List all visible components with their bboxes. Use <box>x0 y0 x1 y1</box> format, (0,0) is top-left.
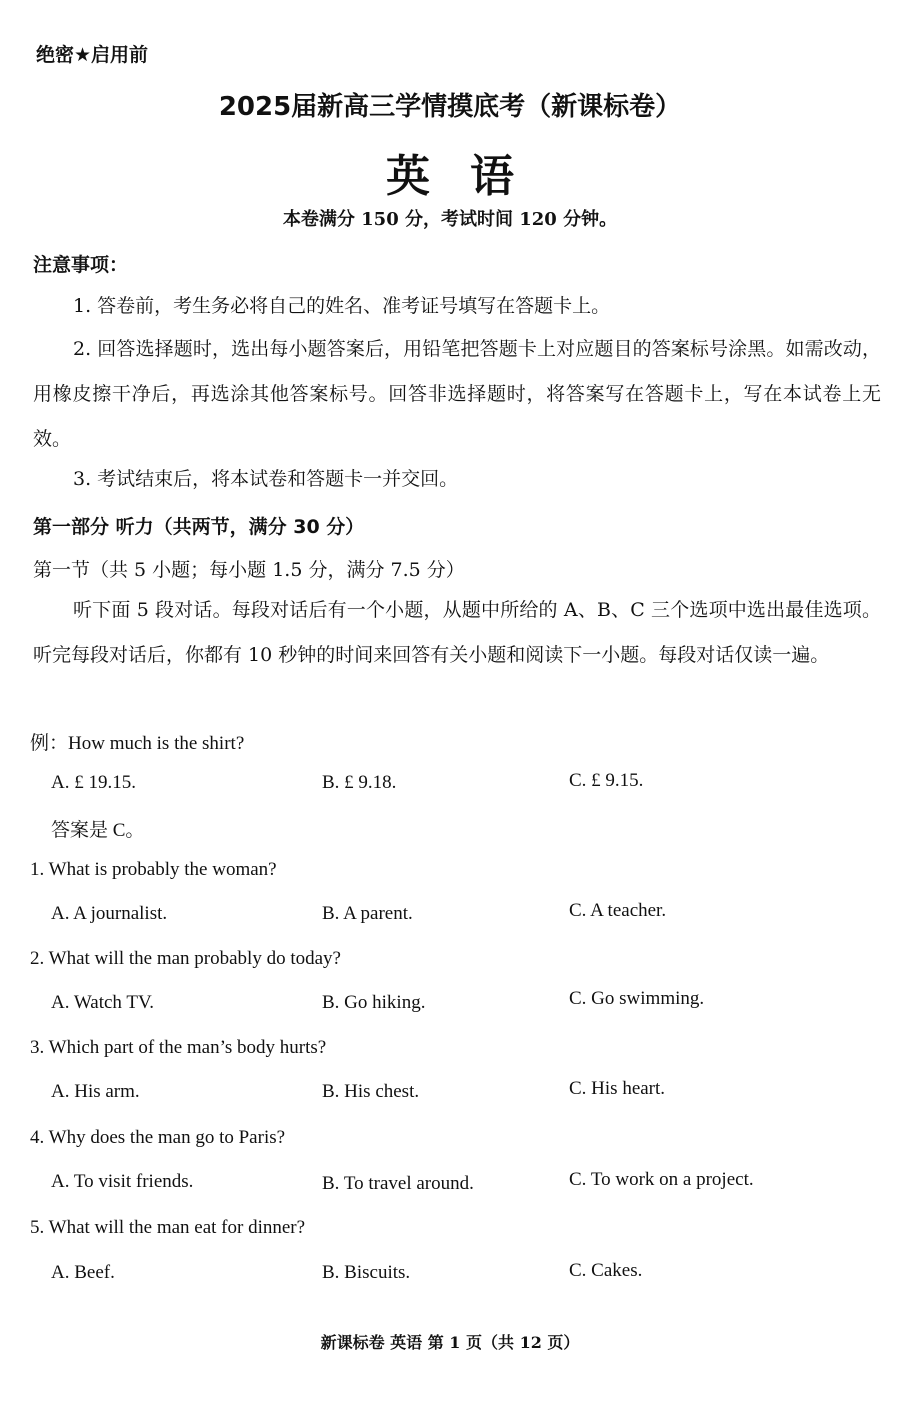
question-2-option-a: A. Watch TV. <box>51 992 154 1013</box>
notes-heading: 注意事项： <box>33 254 129 276</box>
listening-instructions: 听下面 5 段对话。每段对话后有一个小题，从题中所给的 A、B、C 三个选项中选出最佳选项。听完每段对话后，你都有 10 秒钟的时间来回答有关小题和阅读下一小题。每段对话仅读一遍。 <box>33 599 881 666</box>
question-2-option-b: B. Go hiking. <box>322 992 426 1013</box>
note-item: 1. 答卷前，考生务必将自己的姓名、准考证号填写在答题卡上。 <box>73 295 611 317</box>
section-title: 第一节（共 5 小题；每小题 1.5 分，满分 7.5 分） <box>33 559 465 581</box>
question-3-option-c: C. His heart. <box>569 1078 666 1099</box>
score-time-info: 本卷满分 150 分，考试时间 120 分钟。 <box>282 209 618 230</box>
question-1-option-b: B. A parent. <box>322 903 413 924</box>
question-1: 1. What is probably the woman? <box>30 859 277 880</box>
question-3-option-b: B. His chest. <box>322 1081 420 1102</box>
question-5-option-a: A. Beef. <box>51 1262 115 1283</box>
example-option-b: B. £ 9.18. <box>322 772 397 793</box>
exam-title: 2025届新高三学情摸底考（新课标卷） <box>218 92 682 122</box>
question-2: 2. What will the man probably do today? <box>30 948 341 969</box>
question-3-option-a: A. His arm. <box>51 1081 140 1102</box>
question-1-option-a: A. A journalist. <box>51 903 168 924</box>
question-4-option-a: A. To visit friends. <box>51 1171 194 1192</box>
question-2-option-c: C. Go swimming. <box>569 988 705 1009</box>
part-title: 第一部分 听力（共两节，满分 30 分） <box>33 516 365 538</box>
question-4-option-c: C. To work on a project. <box>569 1169 754 1190</box>
question-5: 5. What will the man eat for dinner? <box>30 1217 306 1238</box>
example-option-a: A. £ 19.15. <box>51 772 136 793</box>
note-item: 2. 回答选择题时，选出每小题答案后，用铅笔把答题卡上对应题目的答案标号涂黑。如需改动，用橡皮擦干净后，再选涂其他答案标号。回答非选择题时，将答案写在答题卡上，写在本试卷上无效。 <box>33 338 881 450</box>
confidential-mark: 绝密★启用前 <box>36 44 149 66</box>
question-4-option-b: B. To travel around. <box>322 1173 474 1194</box>
page-footer: 新课标卷 英语 第 1 页（共 12 页） <box>320 1333 580 1352</box>
question-1-option-c: C. A teacher. <box>569 900 667 921</box>
example-answer: 答案是 C。 <box>51 820 145 841</box>
subject-title: 英语 <box>386 151 554 202</box>
question-3: 3. Which part of the man’s body hurts? <box>30 1037 327 1058</box>
question-4: 4. Why does the man go to Paris? <box>30 1127 286 1148</box>
example-question: 例：How much is the shirt? <box>30 733 245 754</box>
question-5-option-b: B. Biscuits. <box>322 1262 411 1283</box>
note-item: 3. 考试结束后，将本试卷和答题卡一并交回。 <box>73 468 459 490</box>
example-option-c: C. £ 9.15. <box>569 770 644 791</box>
question-5-option-c: C. Cakes. <box>569 1260 643 1281</box>
